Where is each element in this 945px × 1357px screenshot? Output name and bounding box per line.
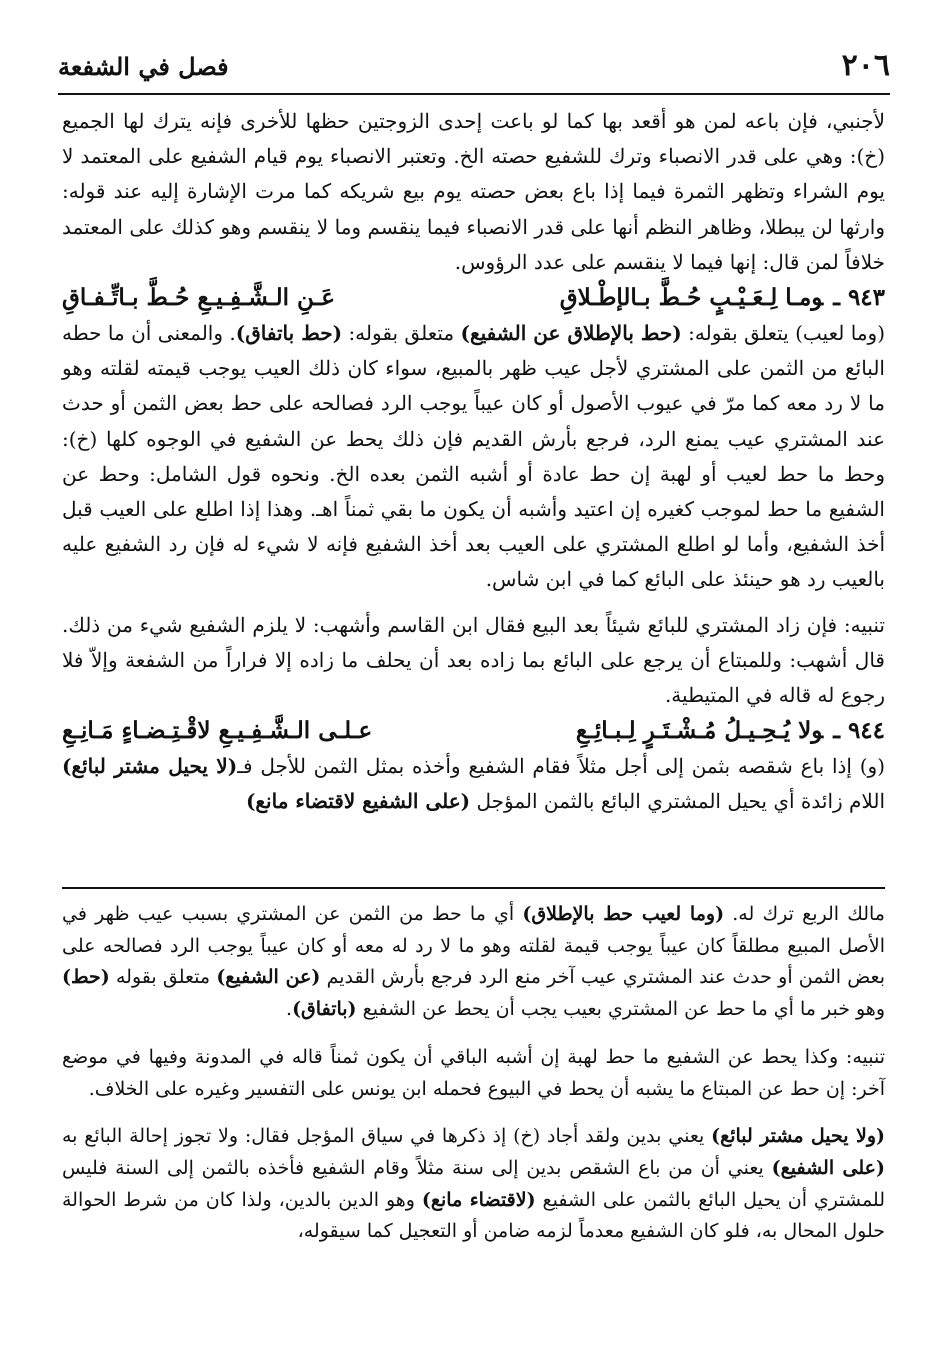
- verse-number: ٩٤٣ ـ: [833, 284, 885, 312]
- verse-first-hemistich: ٩٤٤ ـولا يُـحِـيـلُ مُـشْـتَـرٍ لِـبـائِـعِ: [575, 717, 885, 745]
- verse-second-hemistich: عـلـى الـشَّـفِـيـعِ لاقْـتِـضـاءٍ مَـانِـعِ: [62, 717, 373, 745]
- paragraph-gap: [62, 1105, 885, 1121]
- verse-first-hemistich: ٩٤٣ ـومـا لِـعَـيْـبٍ حُـطَّ بـالإطْـلاقِ: [559, 284, 885, 312]
- main-paragraph-4: (و) إذا باع شقصه بثمن إلى أجل مثلاً فقام الشفيع وأخذه بمثل الثمن للأجل فـ(لا يحيل مشتر لبائع) اللام زائدة أي يحيل المشتري البائع بالثمن المؤجل (على الشفيع لاقتضاء مانع): [62, 754, 885, 814]
- paragraph-gap: [62, 1026, 885, 1042]
- paragraph-gap: [62, 598, 885, 608]
- chapter-title: فصل في الشفعة: [58, 52, 229, 81]
- main-paragraph-1: لأجنبي، فإن باعه لمن هو أقعد بها كما لو باعت إحدى الزوجتين حظها للأخرى فإنه يترك لها الجميع (خ): وهي على قدر الانصباء وترك للشفيع حصته الخ. وتعتبر الانصباء يوم قيام الشفيع على المعتمد لا يوم الشراء وتظهر الثمرة فيما إذا باع بعض حصته يوم بيع شريكه كما مرت الإشارة إليه عند قوله: وارثها لن يبطلا، وظاهر النظم أنها على قدر الانصباء فيما ينقسم وما لا ينقسم وهو كذلك على المعتمد خلافاً لمن قال: إنها فيما لا ينقسم على عدد الرؤوس.: [62, 109, 885, 274]
- commentary-paragraph-2: تنبيه: وكذا يحط عن الشفيع ما حط لهبة إن أشبه الباقي أن يكون ثمناً قاله في المدونة وفيها في موضع آخر: إن حط عن المبتاع ما يشبه أن يحط في البيوع فحمله ابن يونس على التفسير وغيره على الخلاف.: [62, 1045, 885, 1100]
- verse-number: ٩٤٤ ـ: [833, 717, 885, 745]
- header-rule: [58, 93, 890, 95]
- verse-second-hemistich: عَـنِ الـشَّـفِـيـعِ حُـطَّ بـاتِّـفـاقِ: [62, 284, 335, 312]
- commentary-text: [62, 899, 885, 1248]
- page-header: [58, 38, 890, 88]
- main-paragraph-3: تنبيه: فإن زاد المشتري للبائع شيئاً بعد البيع فقال ابن القاسم وأشهب: لا يلزم الشفيع شيء من ذلك. قال أشهب: وللمبتاع أن يرجع على البائع بما زاده بعد أن يحلف ما زاده إلا فراراً من الشفعة وإلاّ فلا رجوع له قاله في المتيطية.: [62, 612, 885, 708]
- commentary-paragraph-3: (ولا يحيل مشتر لبائع) يعني بدين ولقد أجاد (خ) إذ ذكرها في سياق المؤجل فقال: ولا تجوز إحالة البائع به (على الشفيع) يعني أن من باع الشقص بدين إلى سنة مثلاً وقام الشفيع فأخذه بالثمن إلى السنة فليس للمشتري أن يحيل البائع بالثمن على الشفيع (لاقتضاء مانع) وهو الدين بالدين، ولذا كان من شرط الحوالة حلول المحال به، فلو كان الشفيع معدماً لزمه ضامن أو التعجيل كما سيقوله،: [62, 1125, 886, 1243]
- commentary-paragraph-1: مالك الربع ترك له. (وما لعيب حط بالإطلاق) أي ما حط من الثمن عن المشتري بسبب عيب ظهر في الأصل المبيع مطلقاً كان عيباً يوجب قيمة لقلته وهو ما لا رد له معه أو كان عيباً يوجب الرد فصالحه على بعض الثمن أو حدث عند المشتري عيب آخر منع الرد فرجع بأرش القديم (عن الشفيع) متعلق بقوله (حط) وهو خبر ما أي ما حط عن المشتري بعيب يجب أن يحط عن الشفيع (باتفاق).: [62, 903, 885, 1021]
- verse-943: [62, 280, 885, 316]
- main-text: [62, 104, 885, 820]
- main-paragraph-2: (وما لعيب) يتعلق بقوله: (حط بالإطلاق عن الشفيع) متعلق بقوله: (حط باتفاق). والمعنى أن ما حطه البائع من الثمن على المشتري لأجل عيب ظهر بالمبيع، سواء كان ذلك العيب يوجب قيمته لقلته وهو ما لا رد معه كما مرّ في عيوب الأصول أو كان عيباً يوجب الرد فصالحه على حط بعض الثمن أو حدث عند المشتري عيب يمنع الرد، فرجع بأرش القديم فإن ذلك يحط عن الشفيع في الوجوه كلها (خ): وحط ما حط لعيب أو لهبة إن حط عادة أو أشبه الثمن بعده الخ. ونحوه قول الشامل: وحط عن الشفيع ما حط لموجب كغيره إن اعتيد وأشبه أن يكون ما بقي ثمناً اهـ. وهذا إذا اطلع على العيب قبل أخذ الشفيع، وأما لو اطلع المشتري على العيب بعد أخذ الشفيع فإنه لا شيء له فإن رد الشفيع عليه بالعيب رد هو حينئذ على البائع كما في ابن شاس.: [62, 321, 885, 592]
- verse-944: [62, 713, 885, 749]
- commentary-rule: [62, 887, 885, 889]
- page-number: ٢٠٦: [841, 48, 890, 83]
